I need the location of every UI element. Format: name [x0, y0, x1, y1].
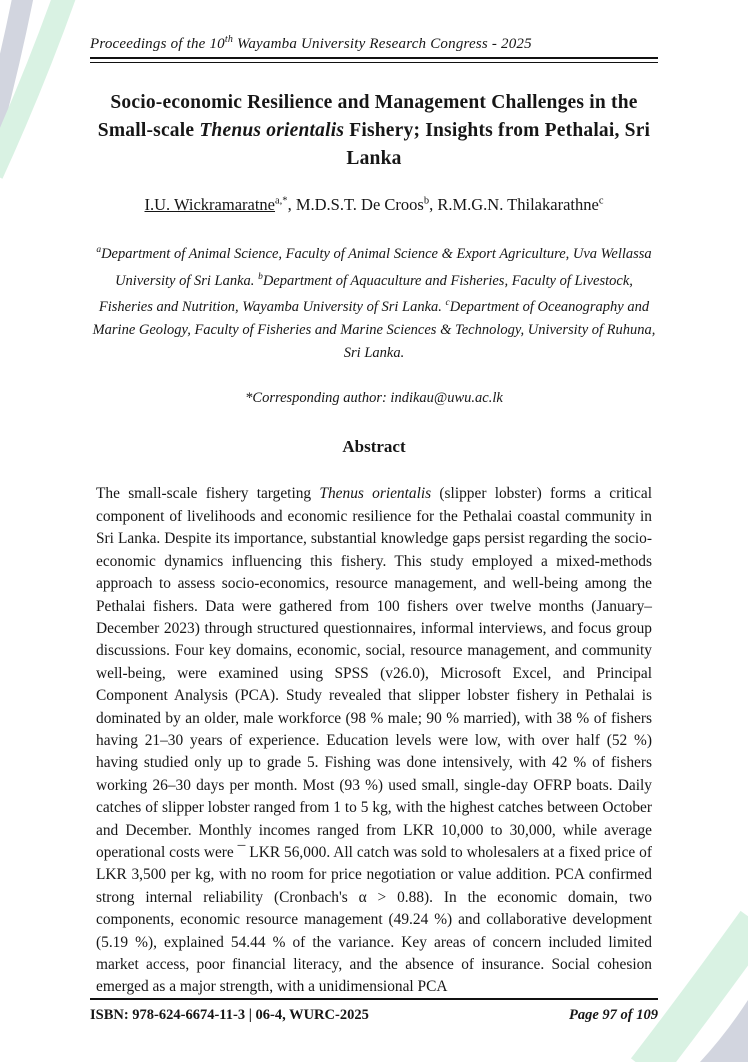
footer-row	[90, 1007, 658, 1024]
affiliation-b-mark: b	[258, 271, 263, 282]
abstract-heading: Abstract	[342, 437, 406, 457]
title-species-name: Thenus orientalis	[199, 120, 345, 141]
title-part2: Fishery; Insights from Pethalai, Sri Lanka	[344, 120, 651, 169]
abstract-part1: The small-scale fishery targeting	[96, 485, 320, 503]
abstract-paragraph	[90, 483, 658, 998]
footer-rule	[90, 998, 658, 1000]
affiliations-block	[90, 239, 658, 365]
author-separator-2: ,	[429, 195, 438, 214]
author-1-name: I.U. Wickramaratne	[144, 195, 276, 214]
bottom-right-green-band	[646, 922, 748, 1062]
running-head	[90, 34, 658, 57]
author-line	[90, 195, 658, 215]
affiliation-a-text: Department of Animal Science, Faculty of Animal Science & Export Agriculture, Uva Wellassa University of Sri Lanka.	[101, 245, 652, 289]
author-separator-1: ,	[287, 195, 296, 214]
author-2-name: M.D.S.T. De Croos	[295, 195, 424, 214]
author-3-affiliation-mark: c	[598, 195, 604, 207]
page-content	[90, 34, 658, 999]
running-head-prefix: Proceedings of the 10	[90, 36, 225, 52]
running-head-rest: Wayamba University Research Congress - 2025	[233, 36, 532, 52]
author-2-affiliation-mark: b	[423, 195, 430, 207]
abstract-species-name: Thenus orientalis	[319, 485, 432, 503]
affiliation-a-mark: a	[96, 245, 102, 255]
header-rule	[90, 57, 658, 63]
bottom-right-gray-wedge	[700, 1000, 748, 1062]
author-1-affiliation-mark: a,*	[275, 195, 288, 207]
corresponding-author-line: *Corresponding author: indikau@uwu.ac.lk	[245, 390, 503, 407]
top-left-green-band	[0, 0, 66, 174]
footer-page-number: Page 97 of 109	[569, 1007, 658, 1023]
running-head-ordinal: th	[224, 34, 234, 45]
affiliation-c-mark: c	[445, 298, 450, 309]
footer-isbn: ISBN: 978-624-6674-11-3 | 06-4, WURC-2025	[90, 1007, 369, 1023]
title-part1: Socio-economic Resilience and Management Challenges in the Small-scale	[97, 92, 638, 141]
top-left-gray-band	[0, 0, 24, 130]
affiliation-b-text: Department of Aquaculture and Fisheries, Faculty of Livestock, Fisheries and Nutrition, Wayamba University of Sri Lanka.	[98, 272, 633, 316]
abstract-part2: (slipper lobster) forms a critical component of livelihoods and economic resilience for the Pethalai coastal community in Sri Lanka. Despite its importance, substantial knowledge gaps persist regarding the socio-economic dynamics influencing this fishery. This study employed a mixed-methods approach to assess socio-economics, resource management, and well-being among the Pethalai fishers. Data were gathered from 100 fishers over twelve months (January–December 2023) through structured questionnaires, informal interviews, and focus group discussions. Four key domains, economic, social, resource management, and community well-being, were examined using SPSS (v26.0), Microsoft Excel, and Principal Component Analysis (PCA). Study revealed that slipper lobster fishery in Pethalai is dominated by an older, male workforce (98 % male; 90 % married), with 38 % of fishers having 21–30 years of experience. Education levels were low, with over half (52 %) having studied only up to grade 5. Fishing was done intensively, with 42 % of fishers working 26–30 days per month. Most (93 %) used small, single-day OFRP boats. Daily catches of slipper lobster ranged from 1 to 5 kg, with the highest catches between October and December. Monthly incomes ranged from LKR 10,000 to 30,000, while average operational costs were ¯ LKR 56,000. All catch was sold to wholesalers at a fixed price of LKR 3,500 per kg, with no room for price negotiation or value addition. PCA confirmed strong internal reliability (Cronbach's α > 0.88). In the economic domain, two components, economic resource management (49.24 %) and collaborative development (5.19 %), explained 54.44 % of the variance. Key areas of concern included limited market access, poor financial literacy, and the absence of insurance. Social cohesion emerged as a major strength, with a unidimensional PCA	[96, 485, 652, 996]
affiliation-c-text: Department of Oceanography and Marine Geology, Faculty of Fisheries and Marine Sciences & Technology, University of Ruhuna, Sri Lanka.	[92, 299, 656, 362]
page-footer	[90, 998, 658, 1024]
paper-title	[90, 89, 658, 173]
author-3-name: R.M.G.N. Thilakarathne	[437, 195, 599, 214]
